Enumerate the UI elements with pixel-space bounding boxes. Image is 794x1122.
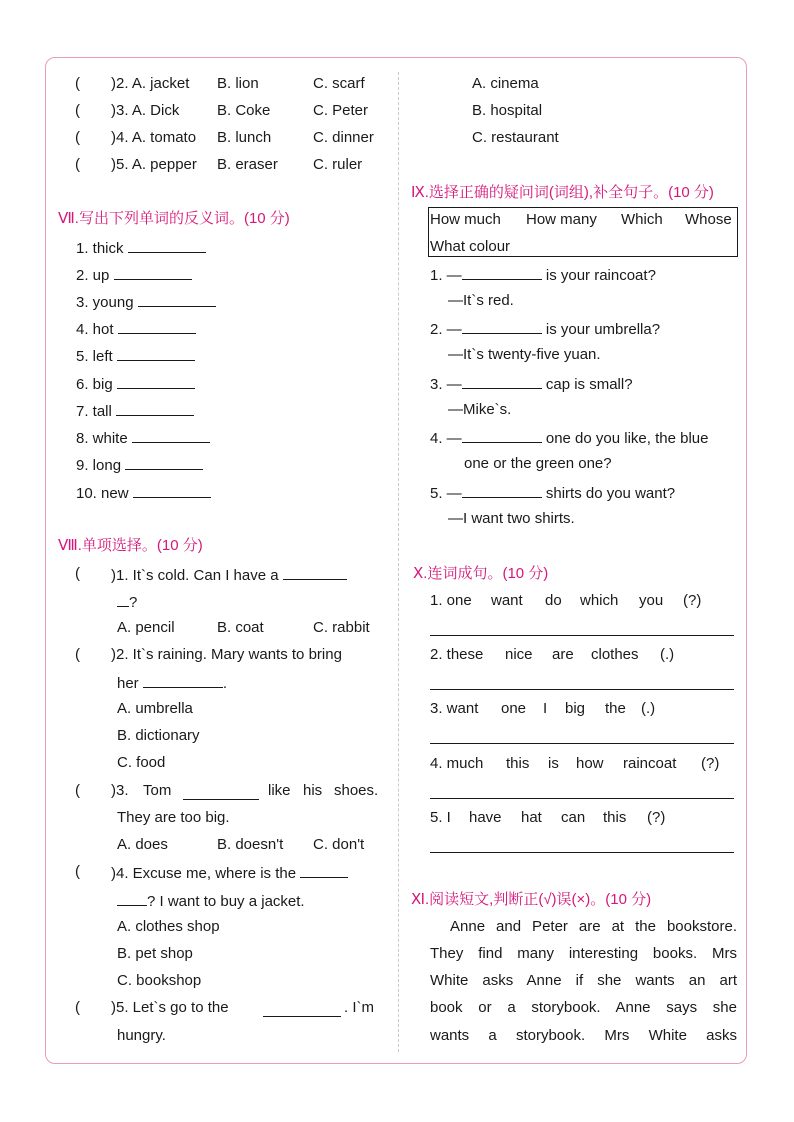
- question-continuation: one or the green one?: [464, 455, 612, 472]
- passage-line: They find many interesting books. Mrs: [430, 945, 737, 962]
- word: like: [268, 782, 291, 799]
- question-number: 2. —: [430, 321, 462, 338]
- punctuation: (.): [660, 646, 675, 663]
- option-b: B. Coke: [217, 102, 271, 119]
- question-number: 5. —: [430, 485, 462, 502]
- word-2: nice: [505, 646, 533, 663]
- word: shoes.: [334, 782, 379, 799]
- word-bank-item: Which: [621, 211, 663, 228]
- option-b: B. coat: [217, 619, 264, 636]
- word: 1. thick: [76, 240, 124, 257]
- question-text: [111, 565, 347, 585]
- antonym-item: [76, 483, 211, 503]
- question-rest: is your raincoat?: [545, 267, 656, 284]
- question-rest: cap is small?: [545, 376, 633, 393]
- answer-blank[interactable]: [462, 319, 542, 334]
- antonym-item: [76, 292, 216, 312]
- option-a: A. pencil: [117, 619, 175, 636]
- antonym-item: [76, 428, 210, 448]
- answer-paren: (: [75, 156, 80, 173]
- option-c: C. Peter: [313, 102, 369, 119]
- question-label: )4. A. tomato: [111, 129, 197, 146]
- answer-paren: (: [75, 999, 80, 1016]
- answer-blank[interactable]: [117, 891, 147, 906]
- section-title: Ⅷ.单项选择。(10 分): [58, 537, 203, 554]
- answer-paren: (: [75, 129, 80, 146]
- option-c: C. restaurant: [472, 129, 559, 146]
- question-label: )5. A. pepper: [111, 156, 197, 173]
- antonym-item: [76, 238, 206, 258]
- option-c: C. food: [117, 754, 166, 771]
- option-c: C. rabbit: [313, 619, 370, 636]
- option-c: C. ruler: [313, 156, 363, 173]
- word-3: do: [545, 592, 562, 609]
- option-c: C. bookshop: [117, 972, 202, 989]
- word: 5. left: [76, 348, 113, 365]
- option-b: B. doesn't: [217, 836, 284, 853]
- answer-blank[interactable]: [116, 401, 194, 416]
- word-3: I: [543, 700, 548, 717]
- word-bank-item: What colour: [430, 238, 511, 255]
- answer-blank[interactable]: [143, 673, 223, 688]
- word: 4. hot: [76, 321, 114, 338]
- word-1: 4. much: [430, 755, 484, 772]
- passage-line: wants a storybook. Mrs White asks: [430, 1027, 737, 1044]
- word: Tom: [143, 782, 172, 799]
- option-a: A. clothes shop: [117, 918, 220, 935]
- passage-line: book or a storybook. Anne says she: [430, 999, 737, 1016]
- question-line: [430, 374, 633, 394]
- answer-line: —Mike`s.: [448, 401, 512, 418]
- answer-paren: (: [75, 75, 80, 92]
- option-b: B. pet shop: [117, 945, 193, 962]
- answer-paren: (: [75, 646, 80, 663]
- word-4: can: [561, 809, 586, 826]
- word-bank-item: How many: [526, 211, 597, 228]
- word: 9. long: [76, 457, 122, 474]
- question-number: 3. —: [430, 376, 462, 393]
- word: 6. big: [76, 376, 113, 393]
- answer-blank[interactable]: [118, 319, 196, 334]
- answer-line[interactable]: [430, 798, 734, 799]
- word-1: 2. these: [430, 646, 484, 663]
- answer-line[interactable]: [430, 635, 734, 636]
- word: 2. up: [76, 267, 110, 284]
- answer-blank[interactable]: [114, 265, 192, 280]
- question-line: [430, 265, 656, 285]
- section-title: Ⅺ.阅读短文,判断正(√)误(×)。(10 分): [411, 891, 652, 908]
- question-line: [430, 428, 708, 448]
- punctuation: (?): [647, 809, 666, 826]
- question-line: [430, 483, 675, 503]
- punctuation: (?): [701, 755, 720, 772]
- answer-blank[interactable]: [138, 292, 216, 307]
- answer-blank[interactable]: [117, 592, 129, 607]
- answer-blank[interactable]: [462, 483, 542, 498]
- column-divider: [398, 72, 399, 1052]
- question-label: )3. A. Dick: [111, 102, 180, 119]
- word-2: this: [506, 755, 530, 772]
- question-end: ?: [129, 594, 138, 611]
- question-line: [430, 319, 660, 339]
- answer-blank[interactable]: [128, 238, 206, 253]
- word-5: raincoat: [623, 755, 677, 772]
- question-continuation: [117, 592, 137, 612]
- antonym-item: [76, 455, 203, 475]
- question-continuation: They are too big.: [117, 809, 230, 826]
- answer-blank[interactable]: [462, 265, 542, 280]
- question-continuation: [117, 891, 305, 911]
- word-4: clothes: [591, 646, 639, 663]
- word-2: one: [501, 700, 527, 717]
- option-a: A. does: [117, 836, 168, 853]
- question-end: her: [117, 675, 139, 692]
- answer-blank[interactable]: [132, 428, 210, 443]
- antonym-item: [76, 346, 195, 366]
- answer-line[interactable]: [430, 689, 734, 690]
- answer-paren: (: [75, 565, 80, 582]
- question-number: 4. —: [430, 430, 462, 447]
- word-4: how: [576, 755, 604, 772]
- answer-line[interactable]: [430, 743, 734, 744]
- answer-line: —It`s twenty-five yuan.: [448, 346, 601, 363]
- word-1: 5. I: [430, 809, 451, 826]
- question-continuation: hungry.: [117, 1027, 166, 1044]
- passage-line: Anne and Peter are at the bookstore.: [450, 918, 737, 935]
- question-text: )5. Let`s go to the: [111, 999, 229, 1016]
- option-c: C. dinner: [313, 129, 374, 146]
- word-4: which: [580, 592, 619, 609]
- question-tail: . I`m: [344, 999, 374, 1016]
- antonym-item: [76, 319, 196, 339]
- question-number: 1. —: [430, 267, 462, 284]
- answer-blank[interactable]: [133, 483, 211, 498]
- punctuation: (.): [641, 700, 656, 717]
- question-text: [111, 863, 348, 883]
- answer-blank[interactable]: [263, 1002, 341, 1017]
- antonym-item: [76, 265, 192, 285]
- question-stem: )4. Excuse me, where is the: [111, 865, 297, 882]
- word-1: 3. want: [430, 700, 479, 717]
- word: 8. white: [76, 430, 128, 447]
- antonym-item: [76, 374, 195, 394]
- answer-blank[interactable]: [117, 346, 195, 361]
- question-number: )3.: [111, 782, 129, 799]
- answer-blank[interactable]: [183, 785, 259, 800]
- word-5: you: [639, 592, 664, 609]
- question-label: )2. A. jacket: [111, 75, 190, 92]
- answer-line: —I want two shirts.: [448, 510, 575, 527]
- answer-paren: (: [75, 782, 80, 799]
- question-rest: is your umbrella?: [545, 321, 661, 338]
- option-a: A. umbrella: [117, 700, 193, 717]
- word-4: big: [565, 700, 586, 717]
- word: 7. tall: [76, 403, 112, 420]
- option-c: C. don't: [313, 836, 365, 853]
- answer-blank[interactable]: [300, 863, 348, 878]
- answer-blank[interactable]: [117, 374, 195, 389]
- word-1: 1. one: [430, 592, 472, 609]
- word-2: have: [469, 809, 502, 826]
- option-a: A. cinema: [472, 75, 539, 92]
- option-b: B. lion: [217, 75, 259, 92]
- section-title: Ⅹ.连词成句。(10 分): [413, 565, 549, 582]
- word-3: are: [552, 646, 574, 663]
- word: 10. new: [76, 485, 129, 502]
- word-2: want: [491, 592, 523, 609]
- word-3: hat: [521, 809, 542, 826]
- word-3: is: [548, 755, 559, 772]
- answer-line: —It`s red.: [448, 292, 514, 309]
- answer-blank[interactable]: [283, 565, 347, 580]
- question-rest: shirts do you want?: [545, 485, 676, 502]
- option-b: B. dictionary: [117, 727, 200, 744]
- option-b: B. lunch: [217, 129, 272, 146]
- answer-line[interactable]: [430, 852, 734, 853]
- section-title: Ⅶ.写出下列单词的反义词。(10 分): [58, 210, 290, 227]
- answer-paren: (: [75, 863, 80, 880]
- option-c: C. scarf: [313, 75, 365, 92]
- word-5: the: [605, 700, 626, 717]
- answer-blank[interactable]: [125, 455, 203, 470]
- word-bank-item: Whose: [685, 211, 732, 228]
- answer-paren: (: [75, 102, 80, 119]
- word-bank-item: How much: [430, 211, 501, 228]
- answer-blank[interactable]: [462, 428, 542, 443]
- question-stem: )1. It`s cold. Can I have a: [111, 567, 279, 584]
- answer-blank[interactable]: [462, 374, 542, 389]
- antonym-item: [76, 401, 194, 421]
- question-continuation: her .: [117, 675, 228, 692]
- question-rest: one do you like, the blue: [545, 430, 709, 447]
- section-title: Ⅸ.选择正确的疑问词(词组),补全句子。(10 分): [411, 184, 714, 201]
- word: 3. young: [76, 294, 134, 311]
- passage-line: White asks Anne if she wants an art: [430, 972, 737, 989]
- punctuation: (?): [683, 592, 702, 609]
- word-5: this: [603, 809, 627, 826]
- question-end: ? I want to buy a jacket.: [147, 893, 305, 910]
- word: his: [303, 782, 323, 799]
- option-b: B. eraser: [217, 156, 278, 173]
- option-b: B. hospital: [472, 102, 543, 119]
- question-text: )2. It`s raining. Mary wants to bring: [111, 646, 342, 663]
